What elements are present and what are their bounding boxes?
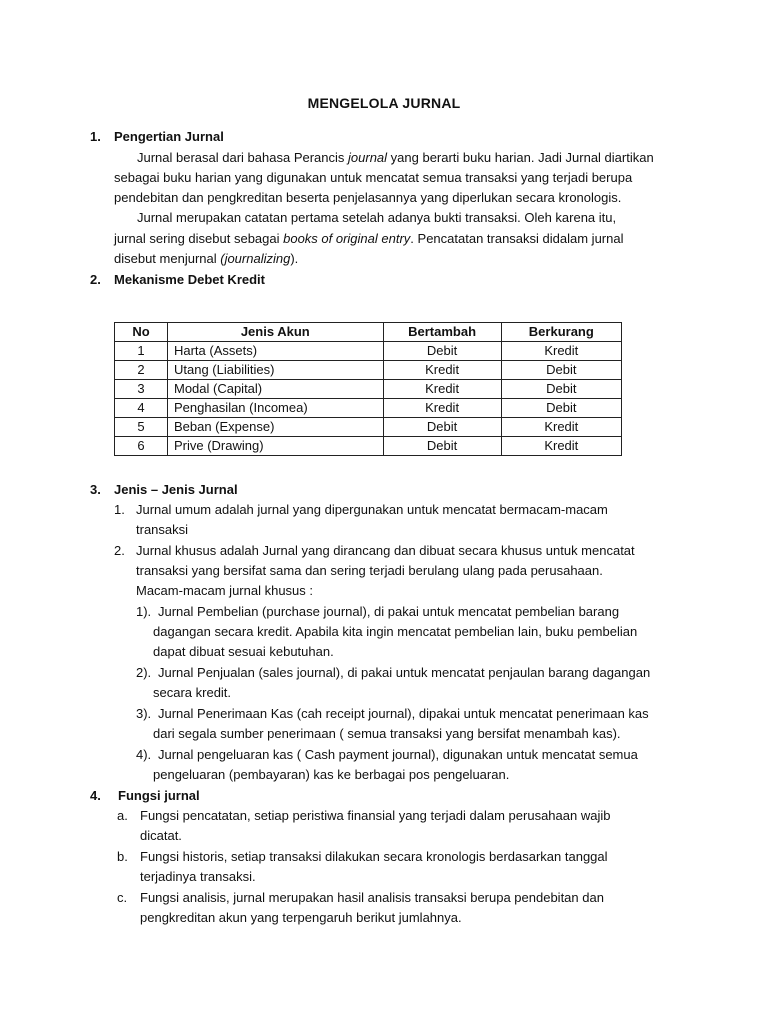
section-1-number: 1. <box>90 129 101 144</box>
s3-item-2-line-2: transaksi yang bersifat sama dan sering terjadi berulang ulang pada perusahaan. <box>136 563 603 578</box>
s1-paragraph-2-line-3: disebut menjurnal (journalizing). <box>114 251 299 266</box>
s4-item-c-line-1: Fungsi analisis, jurnal merupakan hasil analisis transaksi berupa pendebitan dan <box>140 890 604 905</box>
table-header-cell: No <box>115 323 168 342</box>
table-row <box>115 380 622 399</box>
table-row <box>115 361 622 380</box>
s3-sub-2-number: 2). <box>136 665 152 680</box>
section-3-heading: Jenis – Jenis Jurnal <box>114 482 238 497</box>
s3-item-1-number: 1. <box>114 502 125 517</box>
table-row <box>115 399 622 418</box>
table-cell: Kredit <box>383 399 501 418</box>
table-cell: Beban (Expense) <box>167 418 383 437</box>
table-cell: Debit <box>383 418 501 437</box>
s3-sub-4-number: 4). <box>136 747 152 762</box>
table-cell: Harta (Assets) <box>167 342 383 361</box>
table-cell: Kredit <box>383 380 501 399</box>
table-cell: Kredit <box>501 418 621 437</box>
table-cell: Utang (Liabilities) <box>167 361 383 380</box>
s1-paragraph-2-line-2: jurnal sering disebut sebagai books of original entry. Pencatatan transaksi didalam jurnal <box>114 231 624 246</box>
s3-item-2-number: 2. <box>114 543 125 558</box>
s4-item-b-line-2: terjadinya transaksi. <box>140 869 256 884</box>
table-cell: Debit <box>501 380 621 399</box>
section-1-heading: Pengertian Jurnal <box>114 129 224 144</box>
table-header-cell: Jenis Akun <box>167 323 383 342</box>
table-cell: Kredit <box>501 437 621 456</box>
s4-item-c-line-2: pengkreditan akun yang terpengaruh berikut jumlahnya. <box>140 910 462 925</box>
s3-sub-4-line-2: pengeluaran (pembayaran) kas ke berbagai pos pengeluaran. <box>153 767 510 782</box>
section-4-heading: Fungsi jurnal <box>118 788 200 803</box>
table-cell: Debit <box>501 399 621 418</box>
table-cell: Debit <box>501 361 621 380</box>
section-2-heading: Mekanisme Debet Kredit <box>114 272 265 287</box>
section-3-number: 3. <box>90 482 101 497</box>
s4-item-a-line-2: dicatat. <box>140 828 182 843</box>
s1-paragraph-1-line-1: Jurnal berasal dari bahasa Perancis journal yang berarti buku harian. Jadi Jurnal diartikan <box>137 150 654 165</box>
s1-paragraph-1-line-3: pendebitan dan pengkreditan beserta penjelasannya yang diperlukan secara kronologis. <box>114 190 622 205</box>
table-header-cell: Berkurang <box>501 323 621 342</box>
s1-paragraph-2-line-1: Jurnal merupakan catatan pertama setelah adanya bukti transaksi. Oleh karena itu, <box>137 210 617 225</box>
table-cell: Kredit <box>383 361 501 380</box>
section-2-number: 2. <box>90 272 101 287</box>
s3-sub-3-line-1: Jurnal Penerimaan Kas (cah receipt journal), dipakai untuk mencatat penerimaan kas <box>158 706 649 721</box>
s4-item-a-letter: a. <box>117 808 128 823</box>
table-header-cell: Bertambah <box>383 323 501 342</box>
table-cell: 1 <box>115 342 168 361</box>
s3-sub-3-number: 3). <box>136 706 152 721</box>
s3-sub-4-line-1: Jurnal pengeluaran kas ( Cash payment journal), digunakan untuk mencatat semua <box>158 747 638 762</box>
s4-item-c-letter: c. <box>117 890 128 905</box>
table-row <box>115 418 622 437</box>
table-cell: Penghasilan (Incomea) <box>167 399 383 418</box>
s4-item-b-letter: b. <box>117 849 128 864</box>
s3-item-1-line-1: Jurnal umum adalah jurnal yang dipergunakan untuk mencatat bermacam-macam <box>136 502 608 517</box>
s3-sub-2-line-1: Jurnal Penjualan (sales journal), di pakai untuk mencatat penjaulan barang dagangan <box>158 665 651 680</box>
s3-sub-1-line-2: dagangan secara kredit. Apabila kita ingin mencatat pembelian lain, buku pembelian <box>153 624 638 639</box>
debit-credit-table <box>114 322 622 456</box>
table-cell: 5 <box>115 418 168 437</box>
s4-item-a-line-1: Fungsi pencatatan, setiap peristiwa finansial yang terjadi dalam perusahaan wajib <box>140 808 611 823</box>
table-row <box>115 342 622 361</box>
s3-sub-2-line-2: secara kredit. <box>153 685 232 700</box>
s3-sub-1-number: 1). <box>136 604 152 619</box>
s3-sub-1-line-3: dapat dibuat sesuai kebutuhan. <box>153 644 334 659</box>
table-cell: 2 <box>115 361 168 380</box>
table-cell: 6 <box>115 437 168 456</box>
s3-sub-3-line-2: dari segala sumber penerimaan ( semua transaksi yang bersifat menambah kas). <box>153 726 621 741</box>
table-cell: Debit <box>383 437 501 456</box>
table-cell: Modal (Capital) <box>167 380 383 399</box>
s3-item-2-line-1: Jurnal khusus adalah Jurnal yang dirancang dan dibuat secara khusus untuk mencatat <box>136 543 635 558</box>
table-cell: 3 <box>115 380 168 399</box>
table-cell: Debit <box>383 342 501 361</box>
table-cell: 4 <box>115 399 168 418</box>
section-4-number: 4. <box>90 788 101 803</box>
s1-paragraph-1-line-2: sebagai buku harian yang digunakan untuk mencatat semua transaksi yang terjadi berupa <box>114 170 633 185</box>
s3-item-1-line-2: transaksi <box>136 522 189 537</box>
s3-sub-1-line-1: Jurnal Pembelian (purchase journal), di pakai untuk mencatat pembelian barang <box>158 604 620 619</box>
s3-item-2-line-3: Macam-macam jurnal khusus : <box>136 583 313 598</box>
table-row <box>115 437 622 456</box>
page-title: MENGELOLA JURNAL <box>307 95 461 111</box>
s4-item-b-line-1: Fungsi historis, setiap transaksi dilakukan secara kronologis berdasarkan tanggal <box>140 849 608 864</box>
table-cell: Prive (Drawing) <box>167 437 383 456</box>
table-header-row <box>115 323 622 342</box>
table-cell: Kredit <box>501 342 621 361</box>
